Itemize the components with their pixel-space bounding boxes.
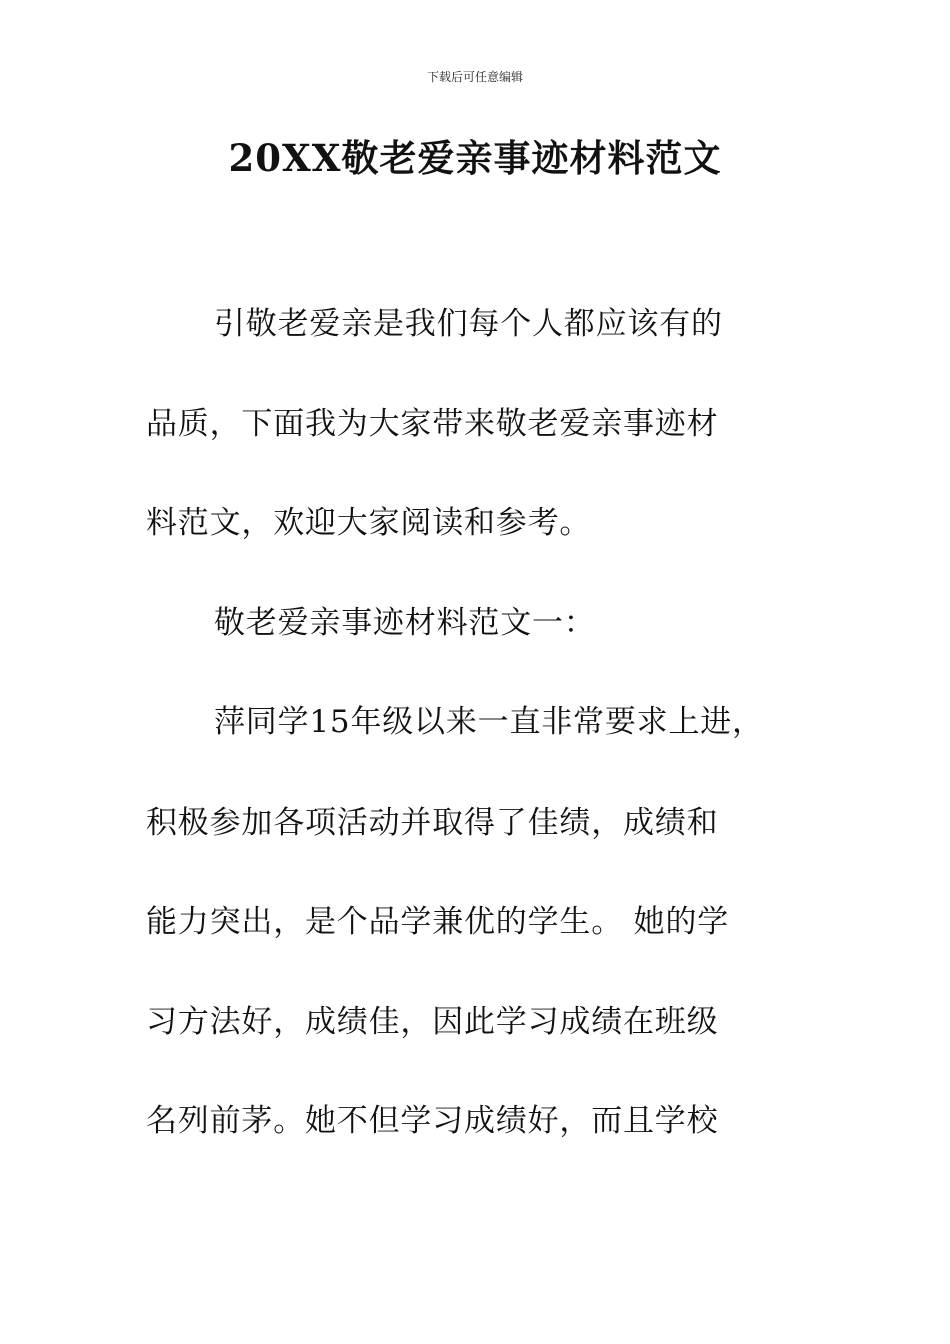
document-title: 20XX敬老爱亲事迹材料范文 (228, 136, 722, 180)
paragraph-line: 积极参加各项活动并取得了佳绩，成绩和 (146, 805, 719, 841)
paragraph-line: 引敬老爱亲是我们每个人都应该有的 (214, 306, 723, 342)
paragraph-line: 名列前茅。她不但学习成绩好，而且学校 (146, 1103, 719, 1139)
header-note: 下载后可任意编辑 (426, 70, 523, 84)
paragraph-line: 能力突出，是个品学兼优的学生。 她的学 (146, 904, 730, 940)
paragraph-line: 习方法好，成绩佳，因此学习成绩在班级 (146, 1004, 719, 1040)
paragraph-line: 品质，下面我为大家带来敬老爱亲事迹材 (146, 406, 719, 442)
paragraph-line: 料范文，欢迎大家阅读和参考。 (146, 505, 592, 541)
paragraph-line: 萍同学15年级以来一直非常要求上进， (214, 704, 764, 740)
section-heading-line: 敬老爱亲事迹材料范文一： (214, 605, 596, 641)
